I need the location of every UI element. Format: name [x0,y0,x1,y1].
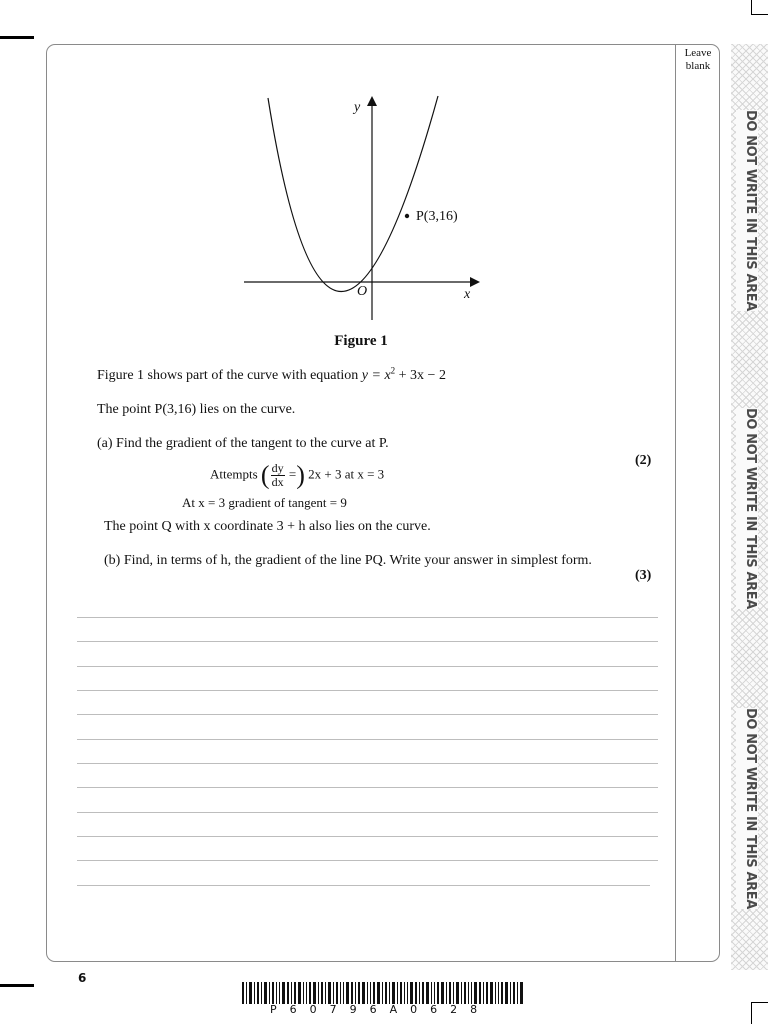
answer-line[interactable] [77,617,658,618]
equation-lhs: y = x [361,368,391,383]
fraction-denominator: dx [271,475,284,489]
crop-mark-bottom-right [751,1002,768,1003]
point-p-label: P(3,16) [416,209,458,224]
part-a-marks: (2) [635,453,652,468]
y-axis-label: y [354,100,361,115]
part-b-marks: (3) [635,568,652,583]
parabola-curve [268,96,438,292]
origin-label: O [357,284,368,299]
barcode [242,982,524,1004]
attempts-working: Attempts ( $\frac{dy}{dx}$ =) 2x + 3 at x = 3 [210,460,385,490]
equation-exponent: 2 [390,365,396,376]
q-point-statement: The point Q with x coordinate 3 + h also lies on the curve. [104,519,431,534]
answer-line[interactable] [77,763,658,764]
margin-warning-bottom: DO NOT WRITE IN THIS AREA [736,708,758,909]
attempts-label: Attempts [210,466,258,482]
answer-line[interactable] [77,836,658,837]
figure-1-graph [236,92,486,324]
answer-line[interactable] [77,860,658,861]
equation-rest: + 3x − 2 [395,368,446,383]
question-intro [97,367,446,385]
answer-line[interactable] [77,641,658,642]
derivative-fraction [271,462,285,489]
fraction-numerator: dy [271,461,284,475]
barcode-number: P60796A0628 [270,1003,491,1016]
margin-warning-middle: DO NOT WRITE IN THIS AREA [736,408,758,609]
page-number: 6 [78,971,87,985]
crop-mark-top-left [0,36,34,39]
margin-warning-top: DO NOT WRITE IN THIS AREA [736,110,758,311]
leave-blank-label: Leave blank [684,47,712,72]
question-intro-text: Figure 1 shows part of the curve with equation [97,368,359,383]
derivative-expression: 2x + 3 at x = 3 [308,466,385,482]
point-p-marker [405,214,409,218]
point-statement: The point P(3,16) lies on the curve. [97,402,296,417]
x-axis-label: x [464,287,471,302]
part-b-question: (b) Find, in terms of h, the gradient of the line PQ. Write your answer in simplest form. [104,553,592,568]
crop-mark-bottom-right-v [751,1002,752,1024]
crop-mark-top-right-v [751,0,752,14]
crop-mark-bottom-left [0,984,34,987]
answer-line[interactable] [77,739,658,740]
part-a-question: (a) Find the gradient of the tangent to the curve at P. [97,436,389,451]
answer-line[interactable] [77,666,658,667]
equals-sign: = [288,466,297,482]
y-axis-arrow [367,96,377,106]
answer-line[interactable] [77,812,658,813]
answer-line[interactable] [77,690,658,691]
crop-mark-top-right [751,14,768,15]
x-axis-arrow [470,277,480,287]
answer-line[interactable] [77,787,658,788]
leave-blank-column-divider [675,44,676,962]
gradient-conclusion: At x = 3 gradient of tangent = 9 [182,495,347,510]
answer-line[interactable] [77,885,650,886]
figure-caption: Figure 1 [334,333,388,349]
answer-line[interactable] [77,714,658,715]
